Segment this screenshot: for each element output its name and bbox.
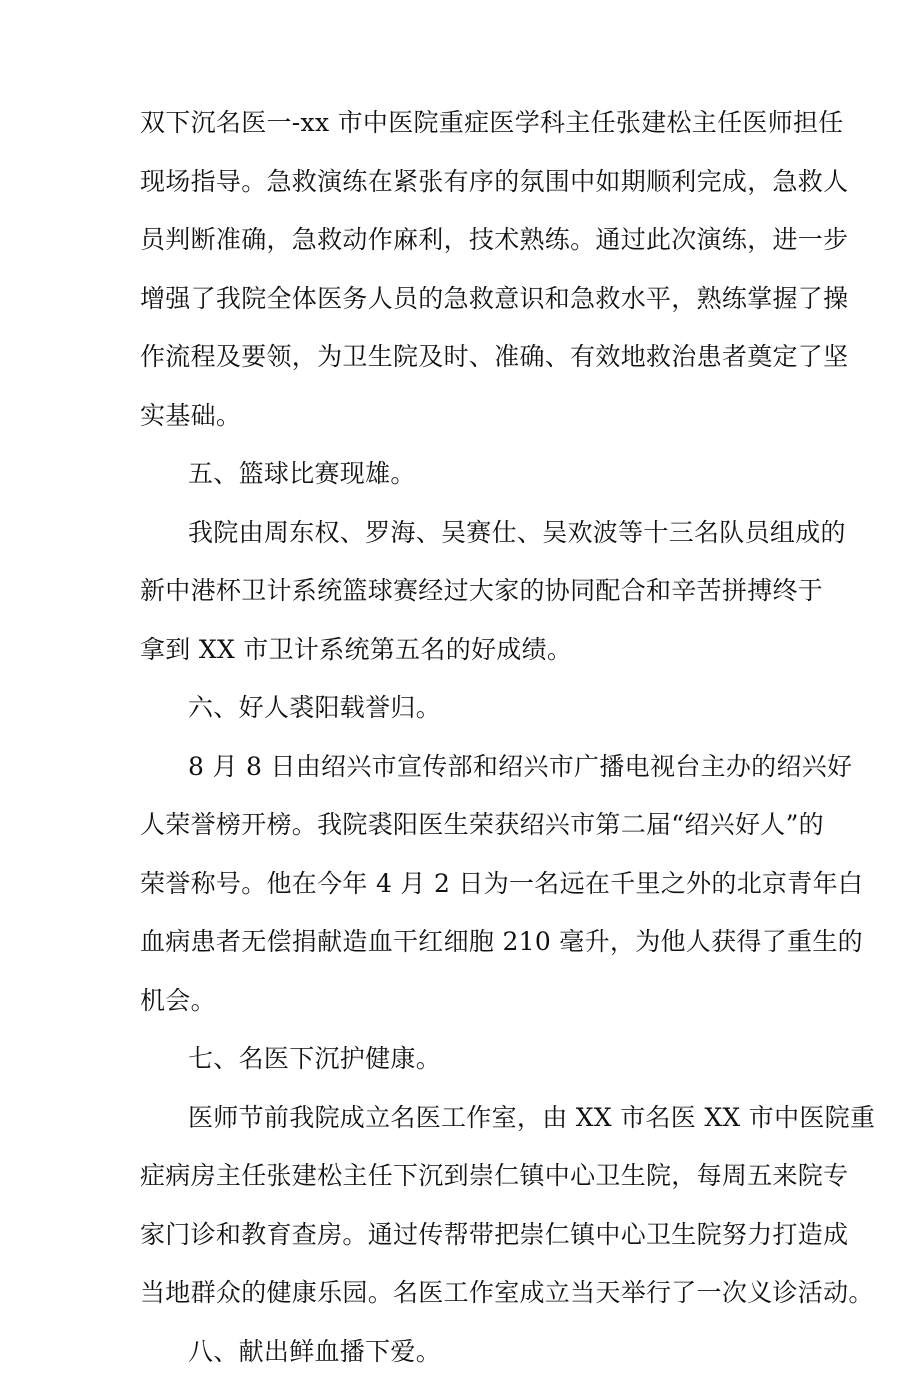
text-line: 八、献出鲜血播下爱。	[188, 1336, 442, 1366]
text-line: 拿到 XX 市卫计系统第五名的好成绩。	[140, 634, 573, 664]
text-line: 人荣誉榜开榜。我院裘阳医生荣获绍兴市第二届“绍兴好人”的	[140, 810, 824, 839]
text-line: 增强了我院全体医务人员的急救意识和急救水平，熟练掌握了操	[140, 283, 849, 313]
text-line: 荣誉称号。他在今年 4 月 2 日为一名远在千里之外的北京青年白	[140, 868, 864, 898]
text-line: 现场指导。急救演练在紧张有序的氛围中如期顺利完成，急救人	[140, 166, 849, 196]
text-line: 症病房主任张建松主任下沉到崇仁镇中心卫生院，每周五来院专	[140, 1161, 849, 1190]
text-line: 家门诊和教育查房。通过传帮带把崇仁镇中心卫生院努力打造成	[140, 1219, 849, 1249]
text-line: 当地群众的健康乐园。名医工作室成立当天举行了一次义诊活动。	[140, 1278, 874, 1307]
text-line: 六、好人裘阳载誉归。	[188, 693, 442, 722]
text-line: 机会。	[140, 985, 216, 1015]
text-line: 8 月 8 日由绍兴市宣传部和绍兴市广播电视台主办的绍兴好	[188, 751, 853, 781]
text-line: 五、篮球比赛现雄。	[188, 459, 416, 488]
text-line: 我院由周东权、罗海、吴赛仕、吴欢波等十三名队员组成的	[188, 517, 846, 547]
text-line: 医师节前我院成立名医工作室，由 XX 市名医 XX 市中医院重	[188, 1102, 876, 1132]
text-line: 作流程及要领，为卫生院及时、准确、有效地救治患者奠定了坚	[140, 342, 849, 371]
text-line: 新中港杯卫计系统篮球赛经过大家的协同配合和辛苦拼搏终于	[140, 576, 824, 605]
text-line: 血病患者无偿捐献造血干红细胞 210 毫升，为他人获得了重生的	[140, 927, 863, 956]
text-line: 实基础。	[140, 400, 242, 430]
text-line: 员判断准确，急救动作麻利，技术熟练。通过此次演练，进一步	[140, 225, 849, 254]
document-body	[140, 107, 876, 1394]
text-line: 双下沉名医一-xx 市中医院重症医学科主任张建松主任医师担任	[140, 108, 844, 137]
text-line: 七、名医下沉护健康。	[188, 1044, 442, 1073]
